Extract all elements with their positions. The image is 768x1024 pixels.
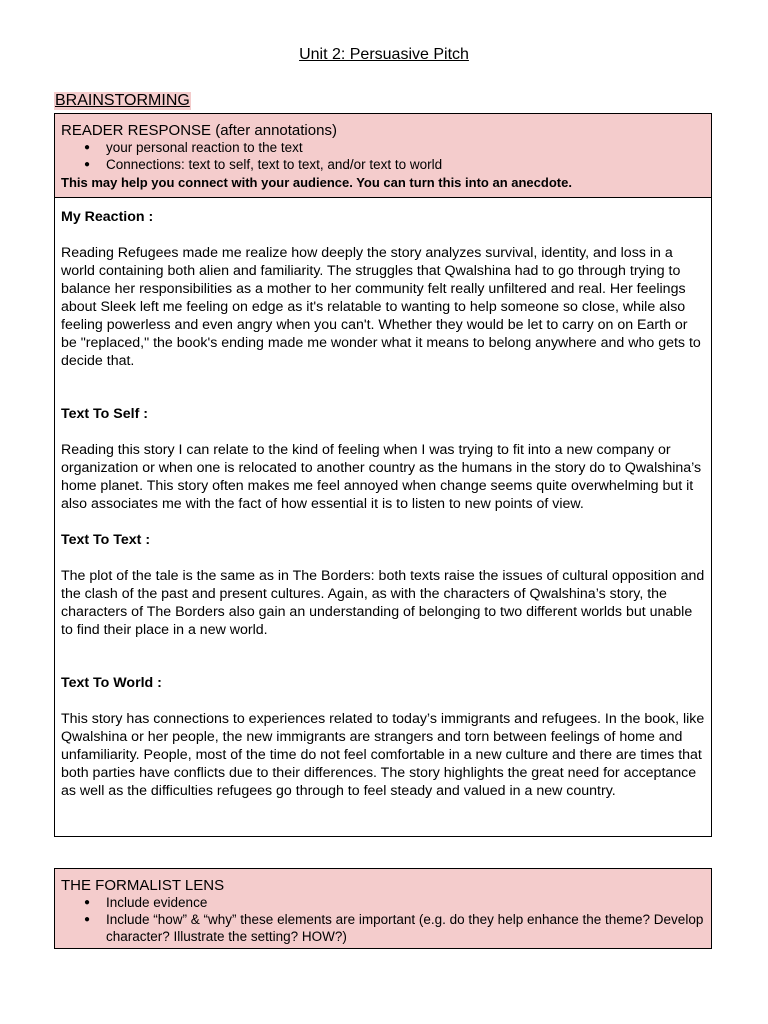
- bullet-item: ● your personal reaction to the text: [106, 139, 705, 156]
- formalist-lens-table: [54, 868, 712, 949]
- formalist-lens-bullets: [61, 894, 705, 945]
- my-reaction-text: Reading Refugees made me realize how deeply the story analyzes survival, identity, and loss in a world containing both alien and familiarity. The struggles that Qwalshina had to go through trying to balance her responsibilities as a mother to her community felt really unfiltered and real. Her feelings about Sleek left me feeling on edge as it's relatable to wanting to help someone so close, while also feeling powerless and even angry when you can't. Whether they would be let to carry on on Earth or be "replaced," the book's ending made me wonder what it means to belong anywhere and who gets to decide that.: [61, 245, 701, 369]
- reader-response-bullets: [61, 139, 705, 173]
- reader-response-title: READER RESPONSE (after annotations): [61, 122, 337, 139]
- my-reaction-label: My Reaction :: [61, 209, 154, 225]
- bullet-item: ● Connections: text to self, text to text, and/or text to world: [106, 156, 705, 173]
- bullet-item: ● Include “how” & “why” these elements are important (e.g. do they help enhance the theme? Develop character? Illustrate the setting? HOW?): [106, 911, 705, 945]
- formalist-lens-header: [55, 869, 711, 948]
- text-to-world-label: Text To World :: [61, 675, 162, 691]
- bullet-item: ● Include evidence: [106, 894, 705, 911]
- reader-response-table: [54, 113, 712, 837]
- section-heading-brainstorming: BRAINSTORMING: [55, 92, 190, 109]
- reader-response-note: This may help you connect with your audience. You can turn this into an anecdote.: [61, 175, 572, 190]
- reader-response-header: [55, 114, 711, 198]
- text-to-self-text: Reading this story I can relate to the kind of feeling when I was trying to fit into a new company or organization or when one is relocated to another country as the humans in the story do to Qwalshina’s home planet. This story often makes me feel annoyed when change seems quite overwhelming but it also associates me with the fact of how essential it is to listen to new points of view.: [61, 442, 702, 512]
- text-to-text-label: Text To Text :: [61, 532, 151, 548]
- page-title: Unit 2: Persuasive Pitch: [299, 46, 469, 63]
- text-to-self-label: Text To Self :: [61, 406, 148, 422]
- text-to-world-text: This story has connections to experiences related to today’s immigrants and refugees. In the book, like Qwalshina or her people, the new immigrants are strangers and torn between feelings of home and unfamiliarity. People, most of the time do not feel comfortable in a new culture and there are times that both parties have conflicts due to their differences. The story highlights the great need for acceptance as well as the difficulties refugees go through to feel steady and valued in a new country.: [61, 711, 705, 799]
- reader-response-body: [55, 198, 711, 800]
- text-to-text-text: The plot of the tale is the same as in The Borders: both texts raise the issues of cultural opposition and the clash of the past and present cultures. Again, as with the characters of Qwalshina’s story, the characters of The Borders also gain an understanding of belonging to two different worlds but unable to find their place in a new world.: [61, 568, 705, 638]
- formalist-lens-title: THE FORMALIST LENS: [61, 877, 225, 894]
